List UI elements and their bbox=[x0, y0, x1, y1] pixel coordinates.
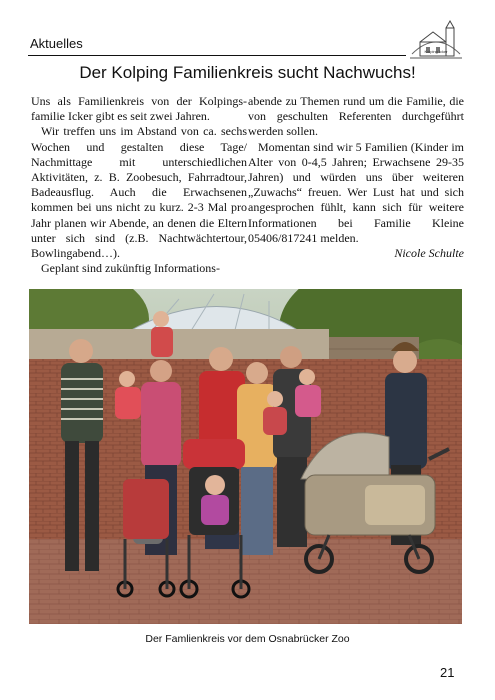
header-rule bbox=[28, 55, 406, 56]
author-signature: Nicole Schulte bbox=[394, 246, 464, 261]
article-column-left bbox=[31, 94, 247, 276]
photo-caption: Der Famlienkreis vor dem Osnabrücker Zoo bbox=[145, 633, 350, 645]
section-label: Aktuelles bbox=[30, 36, 83, 51]
page-number: 21 bbox=[440, 665, 455, 680]
logo-text: Kolping Icker bbox=[424, 49, 448, 54]
kolping-logo bbox=[406, 20, 466, 66]
paragraph: Momentan sind wir 5 Familien (Kinder im Alter von 0-4,5 Jahren; Erwachsene 29-35 Jahren) und würden uns über weiteren „Zuwachs“ freuen. Wer Lust hat und sich angesprochen fühlt, kann sich für weitere Informationen bei Familie Kleine 05406/817241 melden. bbox=[248, 139, 464, 245]
article-title: Der Kolping Familienkreis sucht Nachwuchs! bbox=[79, 63, 416, 82]
paragraph: abende zu Themen rund um die Familie, die von geschulten Referenten durchgeführt werden sollen. bbox=[248, 94, 464, 139]
family-group-photo bbox=[29, 289, 462, 624]
paragraph: Wir treffen uns im Abstand von ca. sechs Wochen und gestalten diese Tage/ Nachmittage mit unterschiedlichen Aktivitäten, z. B. Zoobesuch, Fahrradtour, Badeausflug. Auch die Erwachsenen kommen bei uns nicht zu kurz. 2-3 Mal pro Jahr planen wir Abende, an denen die Eltern unter sich sind (z.B. Nachtwächtertour, Bowlingabend…). bbox=[31, 124, 247, 261]
paragraph: Uns als Familienkreis von der Kolpings-familie Icker gibt es seit zwei Jahren. bbox=[31, 94, 247, 124]
paragraph: Geplant sind zukünftig Informations- bbox=[41, 261, 220, 276]
article-column-right bbox=[248, 94, 464, 261]
